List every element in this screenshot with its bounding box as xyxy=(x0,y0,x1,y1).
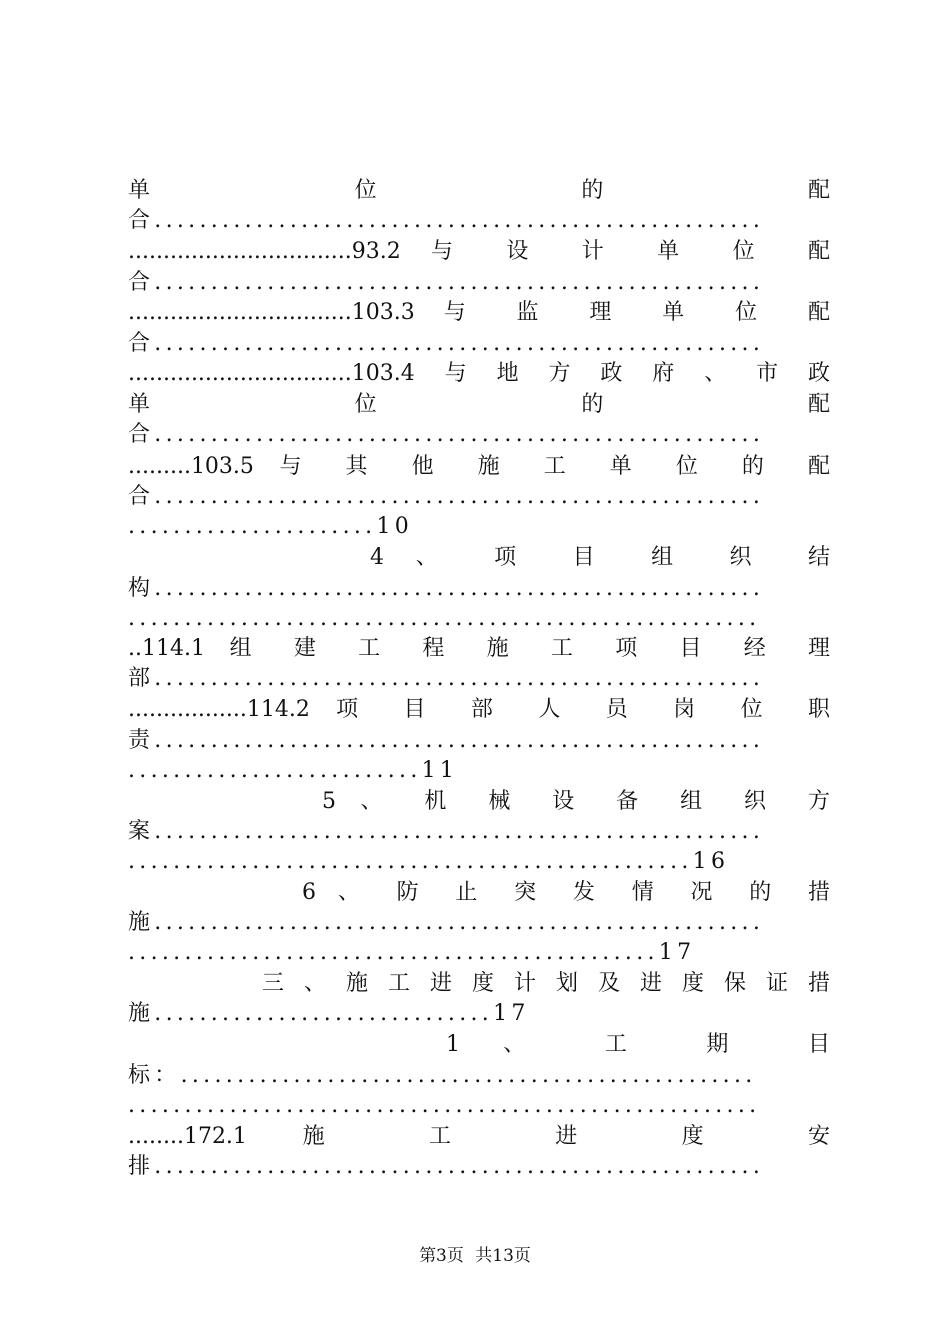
toc-line: .........103.5 与 其 他 施 工 单 位 的 配 xyxy=(128,454,830,479)
page-number: 第3页 xyxy=(419,1246,464,1266)
toc-line: 5 、 机 械 设 备 组 织 方 xyxy=(322,789,830,814)
toc-line: ........172.1 施 工 进 度 安 xyxy=(128,1124,830,1149)
toc-line: ................................103.4与地方政府、市政 xyxy=(128,361,830,386)
toc-line: ................................103.3 与 监 理 单 位 配 xyxy=(128,300,830,325)
toc-line: 合...................................................... xyxy=(128,208,765,233)
toc-line: ...............................................17 xyxy=(128,940,696,965)
toc-line: 合...................................................... xyxy=(128,270,765,295)
toc-line: 1 、 工 期 目 xyxy=(446,1032,830,1057)
toc-line: ..114.1 组 建 工 程 施 工 项 目 经 理 xyxy=(128,636,830,661)
toc-line: 案...................................................... xyxy=(128,819,765,844)
toc-line: ........................................................ xyxy=(128,606,761,631)
toc-line: 4 、 项 目 组 织 结 xyxy=(370,545,830,570)
toc-line: ........................................................ xyxy=(128,1093,761,1118)
toc-line: 构...................................................... xyxy=(128,576,765,601)
toc-line: 6 、 防 止 突 发 情 况 的 措 xyxy=(302,880,830,905)
toc-line: 施...................................................... xyxy=(128,910,765,935)
toc-line: 合...................................................... xyxy=(128,331,765,356)
toc-line: 部...................................................... xyxy=(128,666,765,691)
toc-line: .................114.2 项 目 部 人 员 岗 位 职 xyxy=(128,697,830,722)
toc-line: 单 位 的 配 xyxy=(128,392,830,417)
toc-line: 合...................................................... xyxy=(128,484,765,509)
toc-line: ................................93.2 与 设 计 单 位 配 xyxy=(128,239,830,264)
toc-line: 三 、 施 工 进 度 计 划 及 进 度 保 证 措 xyxy=(262,971,830,996)
toc-line: ..................................................16 xyxy=(128,849,730,874)
toc-line: 合...................................................... xyxy=(128,422,765,447)
page-footer xyxy=(0,1241,950,1266)
toc-line: 排...................................................... xyxy=(128,1154,765,1179)
toc-line: 责...................................................... xyxy=(128,728,765,753)
toc-line: 标：................................................... xyxy=(128,1063,757,1088)
toc-line: ......................10 xyxy=(128,514,414,539)
toc-line: ..........................11 xyxy=(128,758,459,783)
page-total: 共13页 xyxy=(475,1246,531,1266)
toc-line: 施..............................17 xyxy=(128,1001,530,1026)
toc-line: 单 位 的 配 xyxy=(128,178,830,203)
